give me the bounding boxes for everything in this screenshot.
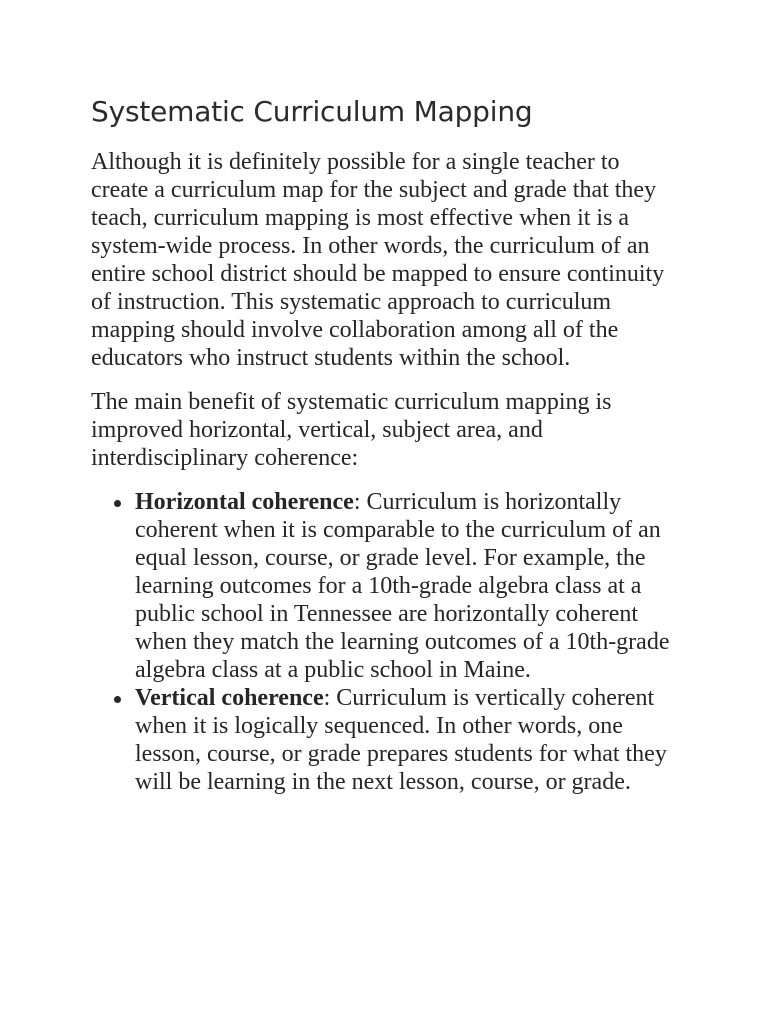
list-item-term: Vertical coherence: [135, 685, 324, 711]
article-body: [91, 94, 681, 796]
bullet-icon: [114, 696, 121, 703]
list-item-text: : Curriculum is vertically coherent when it is logically sequenced. In other words, one lesson, course, or grade prepares students for what they will be learning in the next lesson, course, or grade.: [135, 685, 667, 795]
intro-paragraph: Although it is definitely possible for a single teacher to create a curriculum map for the subject and grade that they teach, curriculum mapping is most effective when it is a system-wide process. In other words, the curriculum of an entire school district should be mapped to ensure continuity of instruction. This systematic approach to curriculum mapping should involve collaboration among all of the educators who instruct students within the school.: [91, 149, 665, 371]
coherence-list: [91, 488, 681, 796]
list-item-term: Horizontal coherence: [135, 489, 354, 515]
bullet-icon: [114, 500, 121, 507]
benefit-paragraph: The main benefit of systematic curriculum mapping is improved horizontal, vertical, subject area, and interdisciplinary coherence:: [91, 389, 612, 471]
list-item: [135, 488, 681, 684]
list-item: [135, 684, 681, 796]
article-title: Systematic Curriculum Mapping: [91, 95, 533, 128]
list-item-text: : Curriculum is horizontally coherent when it is comparable to the curriculum of an equal lesson, course, or grade level. For example, the learning outcomes for a 10th-grade algebra class at a public school in Tennessee are horizontally coherent when they match the learning outcomes of a 10th-grade algebra class at a public school in Maine.: [135, 489, 670, 683]
